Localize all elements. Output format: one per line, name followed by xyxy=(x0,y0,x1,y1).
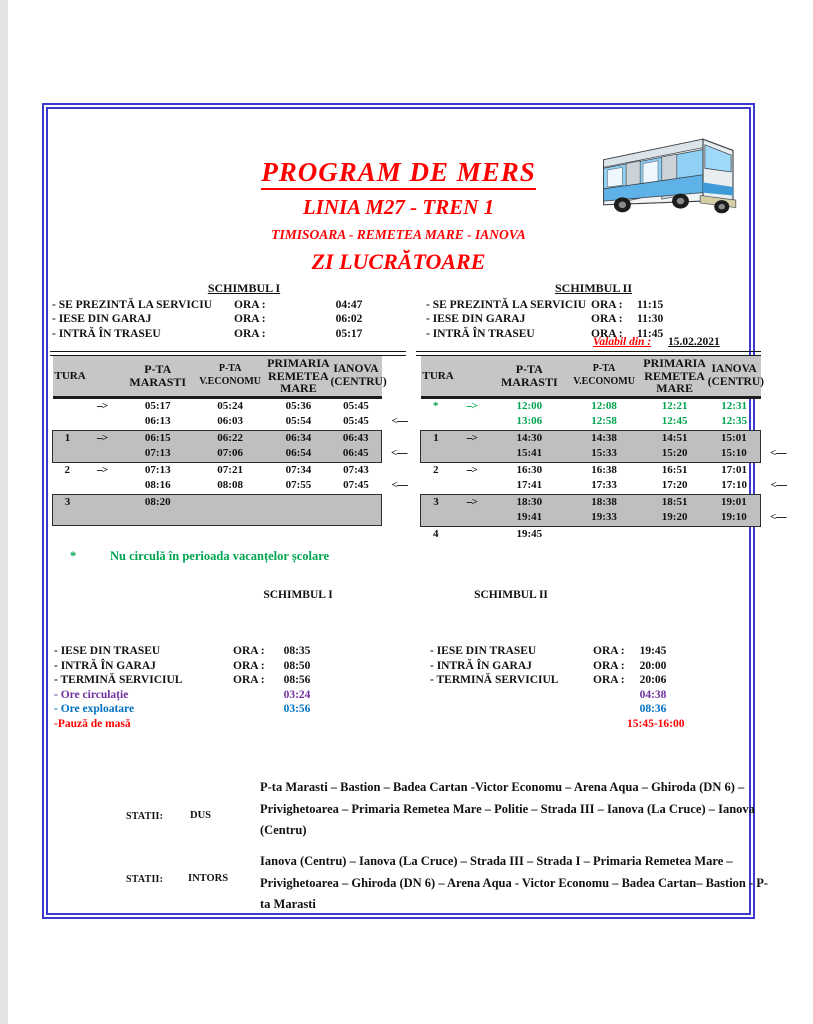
time-cell: 15:20 xyxy=(641,446,707,462)
column-header: PRIMARIA REMETEA MARE xyxy=(267,356,330,395)
time-value: 03:56 xyxy=(283,703,311,716)
forward-arrow xyxy=(82,510,121,526)
schedule-page-frame xyxy=(42,103,787,919)
forward-arrow: --> xyxy=(96,463,108,476)
time-cell: 06:03 xyxy=(217,415,243,427)
shift-info-row xyxy=(426,312,761,327)
shift-row-label: - IESE DIN GARAJ xyxy=(52,313,152,325)
shift-info-row xyxy=(52,327,408,342)
time-cell: 05:17 xyxy=(144,399,171,412)
day-type-title: ZI LUCRĂTOARE xyxy=(311,249,486,274)
tura-cell: 2 xyxy=(433,463,439,476)
shift1-end-title: SCHIMBUL I xyxy=(263,589,333,601)
time-cell: 18:51 xyxy=(641,494,707,510)
page-title: PROGRAM DE MERS xyxy=(48,157,749,188)
time-cell: 18:30 xyxy=(492,494,567,510)
direction-intors: INTORS xyxy=(188,873,229,884)
shift2-end-block xyxy=(430,644,761,732)
time-cell: 07:21 xyxy=(217,463,243,476)
time-cell: 19:41 xyxy=(492,510,567,526)
column-header: P-TA MARASTI xyxy=(122,356,194,397)
ora-label: ORA : xyxy=(233,659,265,672)
tura-cell: 1 xyxy=(53,430,83,446)
forward-arrow xyxy=(451,446,492,462)
shift1-end-block xyxy=(54,644,394,732)
time-cell: 05:45 xyxy=(343,399,369,412)
time-cell: 15:10 <---- xyxy=(708,446,761,462)
time-cell xyxy=(567,526,642,542)
tura-cell xyxy=(421,478,452,494)
time-cell xyxy=(266,494,330,510)
timetable-row xyxy=(53,430,382,446)
tura-cell xyxy=(53,414,83,430)
time-cell: 07:13 xyxy=(122,446,194,462)
timetable-row xyxy=(53,446,382,462)
scan-edge-strip xyxy=(0,0,8,1024)
valid-from xyxy=(593,336,720,348)
time-value: 08:50 xyxy=(283,659,311,672)
time-cell: 12:21 xyxy=(661,399,688,412)
shift-info-row xyxy=(430,659,761,674)
time-cell: 19:33 xyxy=(567,510,642,526)
return-arrow: <---- xyxy=(770,511,786,523)
forward-arrow xyxy=(82,414,121,430)
timetable-row xyxy=(53,414,382,430)
time-cell: 19:10 <---- xyxy=(708,510,761,526)
shift1-title: SCHIMBUL I xyxy=(207,281,281,295)
forward-arrow xyxy=(451,478,492,494)
time-cell: 12:00 xyxy=(516,399,543,412)
shift-row-label: - IESE DIN TRASEU xyxy=(54,645,161,657)
shift-row-label: - IESE DIN GARAJ xyxy=(426,313,526,325)
column-header: PRIMARIA REMETEA MARE xyxy=(643,356,706,395)
time-cell: 05:45 <---- xyxy=(330,414,381,430)
time-cell: 12:31 xyxy=(721,399,747,412)
time-cell: 12:08 xyxy=(591,399,617,412)
shift-row-label: - Ore circulație xyxy=(54,688,129,701)
tura-cell: 3 xyxy=(421,494,452,510)
shift-info-row xyxy=(54,702,394,717)
column-header: TURA xyxy=(53,356,122,397)
time-cell: 06:43 xyxy=(330,430,381,446)
time-value: 11:45 xyxy=(637,327,664,340)
tura-cell xyxy=(421,510,452,526)
shift-row-label: - SE PREZINTĂ LA SERVICIU xyxy=(426,298,586,311)
time-cell: 05:54 xyxy=(285,415,312,427)
forward-arrow xyxy=(451,414,492,430)
shift2-end-title: SCHIMBUL II xyxy=(474,589,548,601)
time-cell: 16:38 xyxy=(591,463,617,476)
time-cell: 12:35 xyxy=(721,415,747,427)
timetable-row xyxy=(421,462,761,478)
forward-arrow xyxy=(451,526,492,542)
route-stops-dus: P-ta Marasti – Bastion – Badea Cartan -Victor Economu – Arena Aqua – Ghiroda (DN 6) – Privighetoarea – Primaria Remetea Mare – Politie – Strada III – Ianova (La Cruce) – Ianova (Centru) xyxy=(260,780,755,837)
shift-row-label: -Pauză de masă xyxy=(54,717,131,730)
time-cell xyxy=(641,526,707,542)
forward-arrow: --> xyxy=(466,463,477,476)
tura-cell: 4 xyxy=(433,527,439,540)
asterisk-marker: * xyxy=(70,549,77,563)
forward-arrow xyxy=(82,446,121,462)
return-arrow: <---- xyxy=(391,415,408,427)
time-value: 03:24 xyxy=(283,688,311,701)
shift-info-row xyxy=(52,298,408,313)
time-cell: 07:13 xyxy=(144,463,171,476)
column-header: TURA xyxy=(421,356,492,397)
ora-label: ORA : xyxy=(593,645,625,657)
time-cell: 19:45 xyxy=(516,527,543,540)
return-arrow: <---- xyxy=(770,479,787,491)
statii-label-intors: STATII: xyxy=(126,874,164,885)
time-cell: 06:54 xyxy=(266,446,330,462)
time-cell: 08:16 xyxy=(144,479,171,491)
time-value: 04:38 xyxy=(639,688,667,701)
column-header: IANOVA (CENTRU) xyxy=(708,356,761,397)
time-cell: 08:20 xyxy=(122,494,194,510)
time-cell: 17:01 xyxy=(721,463,747,476)
shift-row-label: - INTRĂ ÎN TRASEU xyxy=(426,327,535,340)
shift-row-label: - INTRĂ ÎN TRASEU xyxy=(52,327,161,340)
statii-label-dus: STATII: xyxy=(126,811,164,822)
shift-info-row xyxy=(430,688,761,703)
time-cell xyxy=(708,526,761,542)
timetable-shift2 xyxy=(420,356,787,542)
time-cell: 14:51 xyxy=(641,430,707,446)
shift2-start-rows xyxy=(426,298,761,342)
shift1-start-rows xyxy=(52,298,408,342)
tura-cell xyxy=(53,397,83,414)
column-header: P-TA V.ECONOMU xyxy=(567,356,642,397)
shift-row-label: - IESE DIN TRASEU xyxy=(430,645,537,657)
shift2-start-block xyxy=(426,281,761,341)
shift-row-label: - SE PREZINTĂ LA SERVICIU xyxy=(52,298,212,311)
timetable-row xyxy=(53,462,382,478)
shift-info-row xyxy=(54,644,394,659)
time-cell: 06:15 xyxy=(122,430,194,446)
ora-label: ORA : xyxy=(234,313,266,325)
tura-cell xyxy=(53,478,83,494)
time-value: 15:45-16:00 xyxy=(627,717,685,730)
tura-cell xyxy=(53,510,83,526)
timetable-row xyxy=(421,414,761,430)
time-cell: 18:38 xyxy=(567,494,642,510)
shift-row-label: - TERMINĂ SERVICIUL xyxy=(430,674,559,687)
tura-cell xyxy=(421,414,452,430)
valid-from-date: 15.02.2021 xyxy=(668,336,720,348)
forward-arrow: --> xyxy=(82,430,121,446)
tura-cell: * xyxy=(433,399,439,412)
timetable-row xyxy=(421,478,761,494)
time-cell: 14:38 xyxy=(567,430,642,446)
shift-info-row xyxy=(430,673,761,688)
timetable-row xyxy=(421,397,761,414)
forward-arrow xyxy=(82,494,121,510)
forward-arrow: --> xyxy=(451,494,492,510)
valid-from-label: Valabil din : xyxy=(593,336,652,348)
timetable-shift1 xyxy=(52,356,408,526)
column-header: P-TA MARASTI xyxy=(492,356,567,397)
return-arrow: <---- xyxy=(391,479,408,491)
shift-info-row xyxy=(54,659,394,674)
time-cell xyxy=(330,510,381,526)
shift2-title: SCHIMBUL II xyxy=(554,281,633,295)
ora-label: ORA : xyxy=(593,659,625,672)
time-value: 08:35 xyxy=(283,645,311,657)
timetable-row xyxy=(421,430,761,446)
shift-info-row xyxy=(52,312,408,327)
timetable-header-row xyxy=(421,356,761,397)
time-value: 08:56 xyxy=(283,674,311,687)
timetable-row xyxy=(421,526,761,542)
tura-cell xyxy=(53,446,83,462)
time-value: 05:17 xyxy=(335,327,363,340)
forward-arrow: --> xyxy=(96,399,108,412)
time-value: 19:45 xyxy=(639,645,667,657)
time-cell: 05:36 xyxy=(285,399,312,412)
ora-label: ORA : xyxy=(233,674,265,687)
time-value: 11:30 xyxy=(637,313,664,325)
note-text: Nu circulă în perioada vacanțelor școlare xyxy=(110,549,330,563)
route-stops-intors: Ianova (Centru) – Ianova (La Cruce) – Strada III – Strada I – Primaria Remetea Mare – Privighetoarea – Ghiroda (DN 6) – Arena Aqua - Victor Economu – Badea Cartan– Bastion - P-ta Marasti xyxy=(260,854,769,911)
time-cell: 07:43 xyxy=(343,463,369,476)
time-value: 06:02 xyxy=(335,313,363,325)
time-cell: 07:55 xyxy=(285,479,312,491)
time-cell: 07:06 xyxy=(194,446,266,462)
time-cell: 19:20 xyxy=(641,510,707,526)
timetable-row xyxy=(53,494,382,510)
ora-label: ORA : xyxy=(591,298,623,311)
forward-arrow: --> xyxy=(451,430,492,446)
time-cell: 06:13 xyxy=(144,415,171,427)
time-cell: 16:51 xyxy=(661,463,688,476)
forward-arrow xyxy=(451,510,492,526)
shift-info-row xyxy=(54,673,394,688)
time-cell: 16:30 xyxy=(516,463,543,476)
column-header: IANOVA (CENTRU) xyxy=(330,356,381,397)
shift-info-row xyxy=(426,298,761,313)
timetable-row xyxy=(53,397,382,414)
time-cell: 06:45 <---- xyxy=(330,446,381,462)
tura-cell: 3 xyxy=(53,494,83,510)
route-title: TIMISOARA - REMETEA MARE - IANOVA xyxy=(271,227,526,242)
time-value: 20:00 xyxy=(639,659,667,672)
ora-label: ORA : xyxy=(234,298,266,311)
time-cell: 17:33 xyxy=(591,479,617,491)
time-cell: 12:58 xyxy=(591,415,617,427)
time-cell: 07:34 xyxy=(285,463,312,476)
time-cell xyxy=(122,510,194,526)
school-holiday-note xyxy=(70,549,329,564)
tura-cell xyxy=(421,446,452,462)
time-cell: 06:34 xyxy=(266,430,330,446)
tura-cell: 1 xyxy=(421,430,452,446)
shift-row-label: - TERMINĂ SERVICIUL xyxy=(54,674,183,687)
shift1-start-block xyxy=(52,281,408,341)
timetable-row xyxy=(53,478,382,494)
time-value: 04:47 xyxy=(335,298,363,311)
time-cell: 12:45 xyxy=(661,415,688,427)
timetable-header-row xyxy=(53,356,382,397)
time-value: 11:15 xyxy=(637,298,664,311)
shift-info-row xyxy=(54,717,394,732)
forward-arrow: --> xyxy=(466,399,477,412)
time-cell: 07:45 <---- xyxy=(330,478,381,494)
time-value: 08:36 xyxy=(639,703,667,716)
ora-label: ORA : xyxy=(593,674,625,687)
return-arrow: <---- xyxy=(391,447,407,459)
return-arrow: <---- xyxy=(770,447,786,459)
time-cell: 15:01 xyxy=(708,430,761,446)
ora-label: ORA : xyxy=(591,327,623,340)
direction-dus: DUS xyxy=(190,810,212,821)
forward-arrow xyxy=(82,478,121,494)
shift-row-label: - Ore exploatare xyxy=(54,703,135,716)
shift-row-label: - INTRĂ ÎN GARAJ xyxy=(54,659,156,672)
time-cell: 17:41 xyxy=(516,479,543,491)
time-cell: 05:24 xyxy=(217,399,243,412)
ora-label: ORA : xyxy=(591,313,623,325)
column-header: P-TA V.ECONOMU xyxy=(194,356,266,397)
shift-info-row xyxy=(430,702,761,717)
shift-row-label: - INTRĂ ÎN GARAJ xyxy=(430,659,532,672)
timetable-row xyxy=(421,510,761,526)
time-cell: 15:33 xyxy=(567,446,642,462)
ora-label: ORA : xyxy=(234,327,266,340)
time-cell: 15:41 xyxy=(492,446,567,462)
time-cell: 14:30 xyxy=(492,430,567,446)
time-cell xyxy=(194,494,266,510)
timetable-row xyxy=(53,510,382,526)
line-title: LINIA M27 - TREN 1 xyxy=(302,195,495,219)
tura-cell: 2 xyxy=(64,463,71,476)
shift-info-row xyxy=(430,717,761,732)
time-cell: 17:20 xyxy=(661,479,688,491)
timetable-row xyxy=(421,446,761,462)
timetable-row xyxy=(421,494,761,510)
shift-info-row xyxy=(54,688,394,703)
time-cell xyxy=(330,494,381,510)
shift-info-row xyxy=(430,644,761,659)
time-cell: 13:06 xyxy=(516,415,543,427)
time-cell: 19:01 xyxy=(708,494,761,510)
ora-label: ORA : xyxy=(233,645,265,657)
time-value: 20:06 xyxy=(639,674,667,687)
time-cell xyxy=(266,510,330,526)
bus-icon xyxy=(598,125,748,219)
time-cell: 08:08 xyxy=(217,479,243,491)
time-cell: 17:10 <---- xyxy=(708,478,761,494)
time-cell: 06:22 xyxy=(194,430,266,446)
time-cell xyxy=(194,510,266,526)
